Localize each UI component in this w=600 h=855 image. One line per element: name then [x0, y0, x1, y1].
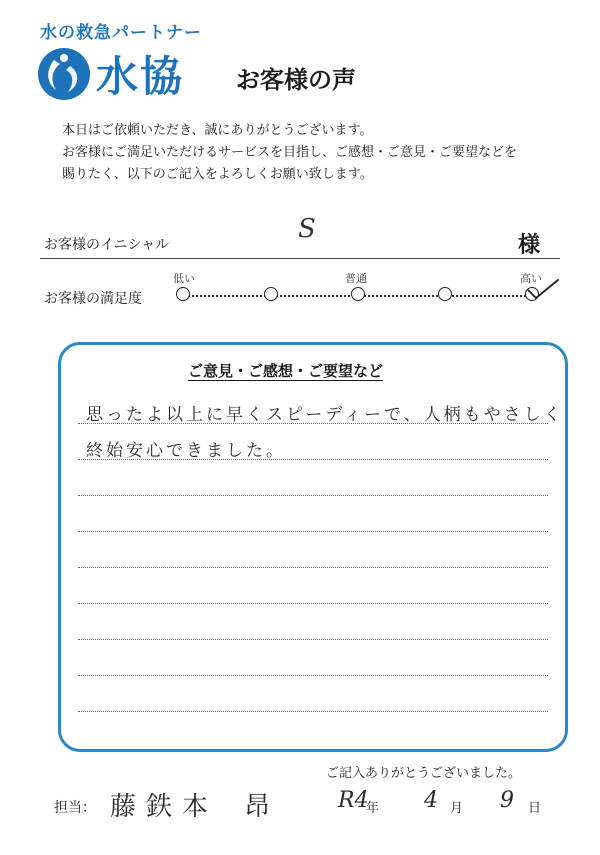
- scale-option-2[interactable]: [264, 287, 278, 301]
- scale-high-label: 高い: [520, 272, 542, 285]
- date-day[interactable]: 9: [500, 788, 514, 813]
- tagline: 水の救急パートナー: [40, 23, 202, 43]
- staff-given-name[interactable]: 昂: [244, 792, 271, 822]
- scale-low-label: 低い: [173, 272, 195, 285]
- ruled-line: [78, 639, 548, 640]
- intro-line: 本日はご依頼いただき、誠にありがとうございます。: [62, 123, 373, 138]
- ruled-line: [78, 675, 548, 676]
- ruled-line: [78, 531, 548, 532]
- initial-label: お客様のイニシャル: [44, 237, 170, 253]
- ruled-line: [78, 603, 548, 604]
- initial-underline: [40, 258, 560, 259]
- ruled-line: [78, 567, 548, 568]
- initial-value[interactable]: S: [298, 214, 316, 244]
- date-month[interactable]: 4: [424, 788, 438, 813]
- comment-line-2[interactable]: 終始安心できました。: [86, 441, 286, 461]
- scale-option-1[interactable]: [176, 287, 190, 301]
- date-month-unit: 月: [450, 801, 464, 816]
- ruled-line: [78, 711, 548, 712]
- staff-surname[interactable]: 藤鉄本: [110, 792, 219, 822]
- scale-option-4[interactable]: [438, 287, 452, 301]
- satisfaction-label: お客様の満足度: [44, 291, 142, 307]
- scale-option-3[interactable]: [351, 287, 365, 301]
- honorific-suffix: 様: [518, 233, 541, 258]
- comment-line-1[interactable]: 思ったよ以上に早くスピーディーで、人柄もやさしく: [86, 405, 564, 425]
- thanks-text: ご記入ありがとうございました。: [326, 766, 522, 781]
- page-title: お客様の声: [236, 66, 356, 94]
- intro-line: お客様にご満足いただけるサービスを目指し、ご感想・ご意見・ご要望などを: [62, 145, 518, 160]
- checkmark-icon: [522, 276, 562, 306]
- date-day-unit: 日: [528, 801, 542, 816]
- date-year[interactable]: R4: [338, 788, 369, 813]
- intro-text: [62, 120, 562, 186]
- brand-logo: 水協: [96, 52, 185, 101]
- intro-line: 賜りたく、以下のご記入をよろしくお願い致します。: [62, 167, 373, 182]
- comments-title: ご意見・ご感想・ご要望など: [188, 362, 384, 380]
- ruled-line: [78, 495, 548, 496]
- date-year-unit: 年: [366, 801, 380, 816]
- staff-label: 担当：: [54, 800, 96, 816]
- water-drop-logo-icon: [36, 46, 96, 102]
- scale-mid-label: 普通: [345, 272, 367, 285]
